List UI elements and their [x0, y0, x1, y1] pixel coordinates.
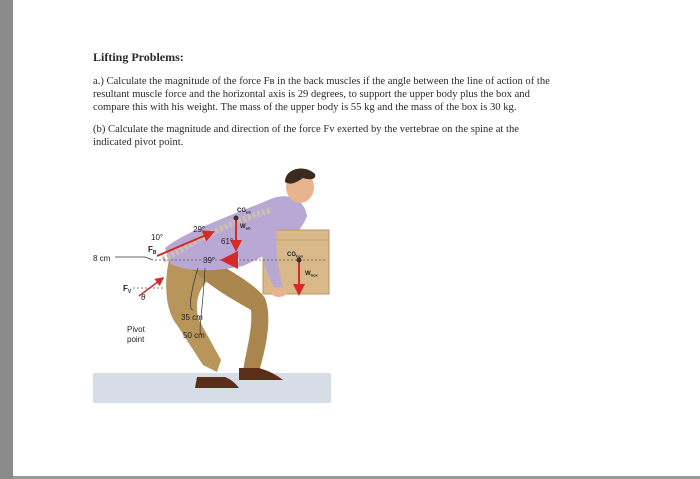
document-body — [93, 50, 633, 158]
page-title: Lifting Problems: — [93, 50, 184, 64]
fb-label: $F_B$ — [148, 245, 157, 256]
pivot-label-line-1: Pivot — [127, 325, 145, 334]
part-a-line-3: compare this with his weight. The mass of the upper body is 55 kg and the mass of the box is 30 kg. — [93, 102, 517, 113]
dist-50cm-label: 50 cm — [183, 331, 205, 340]
fv-label: $F_V$ — [123, 284, 132, 295]
angle-29-label: 29° — [193, 225, 206, 234]
part-b-paragraph — [93, 123, 633, 149]
angle-39-label: 39° — [203, 256, 216, 265]
cg-box-label: $CG_{box}$ — [287, 252, 304, 259]
lifting-diagram — [93, 160, 333, 405]
part-b-line-2: indicated pivot point. — [93, 137, 184, 148]
dist-35cm-label: 35 cm — [181, 313, 203, 322]
w-ub-label: $W_{ub}$ — [240, 224, 251, 231]
theta-label: θ — [141, 293, 146, 302]
pivot-label-line-2: point — [127, 335, 145, 344]
dist-8cm-label: 8 cm — [93, 254, 111, 263]
angle-10-label: 10° — [151, 233, 164, 242]
part-a-paragraph — [93, 75, 633, 114]
part-a-line-2: resultant muscle force and the horizontal axis is 29 degrees, to support the upper body plus the box and — [93, 89, 530, 100]
cg-ub-label: $CG_{ub}$ — [237, 208, 251, 215]
lifting-figure — [93, 160, 333, 405]
part-b-line-1: (b) Calculate the magnitude and direction of the force Fᴠ exerted by the vertebrae on the spine at the — [93, 124, 519, 135]
hand — [271, 287, 287, 297]
w-box-label: $W_{box}$ — [305, 271, 318, 278]
cg-ub-dot — [234, 216, 239, 221]
part-a-line-1: a.) Calculate the magnitude of the force Fʙ in the back muscles if the angle between the line of action of the — [93, 76, 550, 87]
angle-61-label: 61° — [221, 237, 234, 246]
left-window-edge — [0, 0, 13, 479]
